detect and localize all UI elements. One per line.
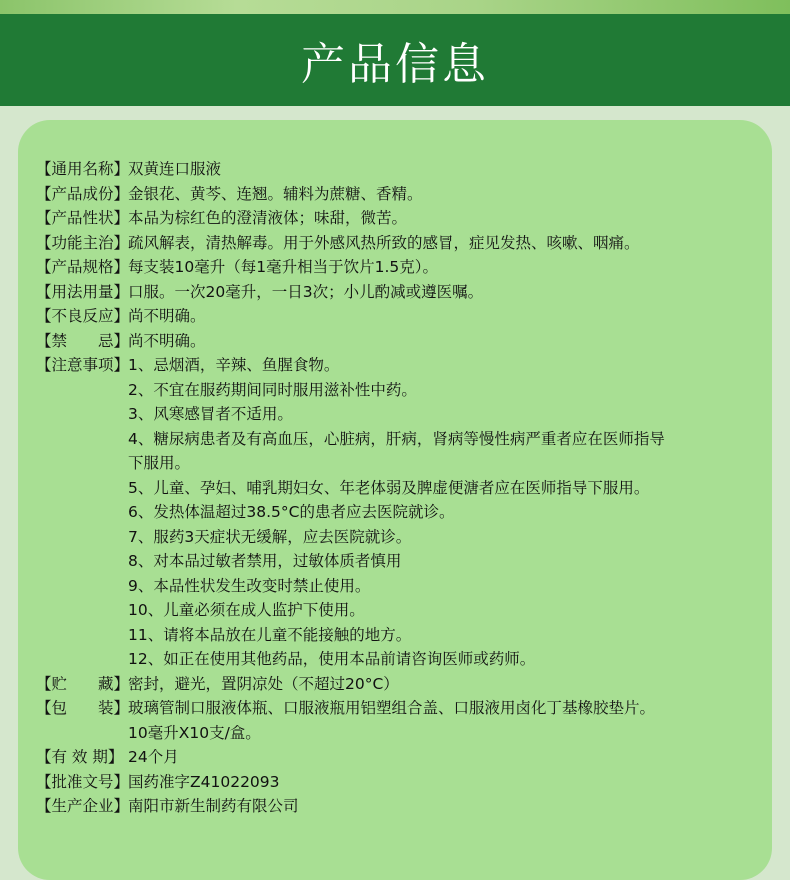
info-label: 【包 装】	[36, 699, 130, 717]
info-value: 玻璃管制口服液体瓶、口服液瓶用铝塑组合盖、口服液用卤化丁基橡胶垫片。	[128, 699, 656, 717]
precaution-item: 8、对本品过敏者禁用，过敏体质者慎用	[128, 552, 402, 570]
info-row-contraindications	[36, 329, 766, 354]
info-row-indications	[36, 231, 766, 256]
info-label: 【通用名称】	[36, 160, 130, 178]
info-value: 疏风解表，清热解毒。用于外感风热所致的感冒，症见发热、咳嗽、咽痛。	[128, 233, 640, 252]
precaution-item: 4、糖尿病患者及有高血压，心脏病，肝病，肾病等慢性病严重者应在医师指导	[128, 429, 665, 448]
info-label: 【不良反应】	[36, 307, 130, 325]
info-row-expiry	[36, 745, 766, 770]
info-label: 【贮 藏】	[36, 674, 130, 693]
info-row-adverse-reactions	[36, 304, 766, 329]
info-row-appearance	[36, 206, 766, 231]
info-label: 【批准文号】	[36, 772, 130, 791]
precaution-item: 11、请将本品放在儿童不能接触的地方。	[128, 625, 412, 644]
info-value: 本品为棕红色的澄清液体；味甜，微苦。	[128, 209, 408, 227]
product-info-list	[36, 157, 766, 819]
info-label: 【用法用量】	[36, 282, 130, 301]
precaution-item: 7、服药3天症状无缓解，应去医院就诊。	[128, 527, 412, 546]
info-label: 【产品规格】	[36, 258, 130, 276]
info-label: 【有 效 期】	[36, 748, 124, 766]
info-value: 密封，避光，置阴凉处（不超过20°C）	[128, 674, 399, 693]
info-value: 尚不明确。	[128, 307, 206, 325]
precaution-item: 3、风寒感冒者不适用。	[128, 405, 293, 423]
info-value: 国药准字Z41022093	[128, 772, 280, 791]
info-label: 【禁 忌】	[36, 331, 130, 350]
precaution-item: 5、儿童、孕妇、哺乳期妇女、年老体弱及脾虚便溏者应在医师指导下服用。	[128, 478, 650, 497]
precaution-item: 2、不宜在服药期间同时服用滋补性中药。	[128, 380, 417, 399]
packaging-continuation: 10毫升X10支/盒。	[128, 723, 261, 742]
info-value: 南阳市新生制药有限公司	[128, 797, 299, 815]
precaution-item: 6、发热体温超过38.5°C的患者应去医院就诊。	[128, 503, 455, 521]
info-row-approval-number	[36, 770, 766, 795]
top-decorative-strip	[0, 0, 790, 14]
page-title: 产品信息	[301, 39, 489, 90]
info-row-generic-name	[36, 157, 766, 182]
page-header	[0, 14, 790, 106]
precaution-item: 12、如正在使用其他药品，使用本品前请咨询医师或药师。	[128, 650, 536, 668]
precaution-item: 9、本品性状发生改变时禁止使用。	[128, 576, 371, 595]
info-row-storage	[36, 672, 766, 697]
info-label: 【注意事项】	[36, 356, 130, 374]
info-row-ingredients	[36, 182, 766, 207]
info-row-dosage	[36, 280, 766, 305]
info-label: 【生产企业】	[36, 797, 130, 815]
info-row-specification	[36, 255, 766, 280]
info-value: 每支装10毫升（每1毫升相当于饮片1.5克）。	[128, 258, 438, 276]
info-value: 尚不明确。	[128, 331, 206, 350]
info-value: 口服。一次20毫升，一日3次；小儿酌减或遵医嘱。	[128, 282, 484, 301]
info-value: 双黄连口服液	[128, 160, 222, 178]
info-value: 金银花、黄芩、连翘。辅料为蔗糖、香精。	[128, 184, 423, 203]
info-row-precautions	[36, 353, 766, 378]
info-label: 【产品性状】	[36, 209, 130, 227]
precaution-item-continuation: 下服用。	[128, 454, 191, 472]
precaution-item: 1、忌烟酒，辛辣、鱼腥食物。	[128, 356, 340, 374]
precaution-item: 10、儿童必须在成人监护下使用。	[128, 601, 365, 619]
info-value: 24个月	[128, 748, 179, 766]
info-row-packaging	[36, 696, 766, 721]
info-label: 【功能主治】	[36, 233, 130, 252]
info-row-manufacturer	[36, 794, 766, 819]
info-label: 【产品成份】	[36, 184, 130, 203]
